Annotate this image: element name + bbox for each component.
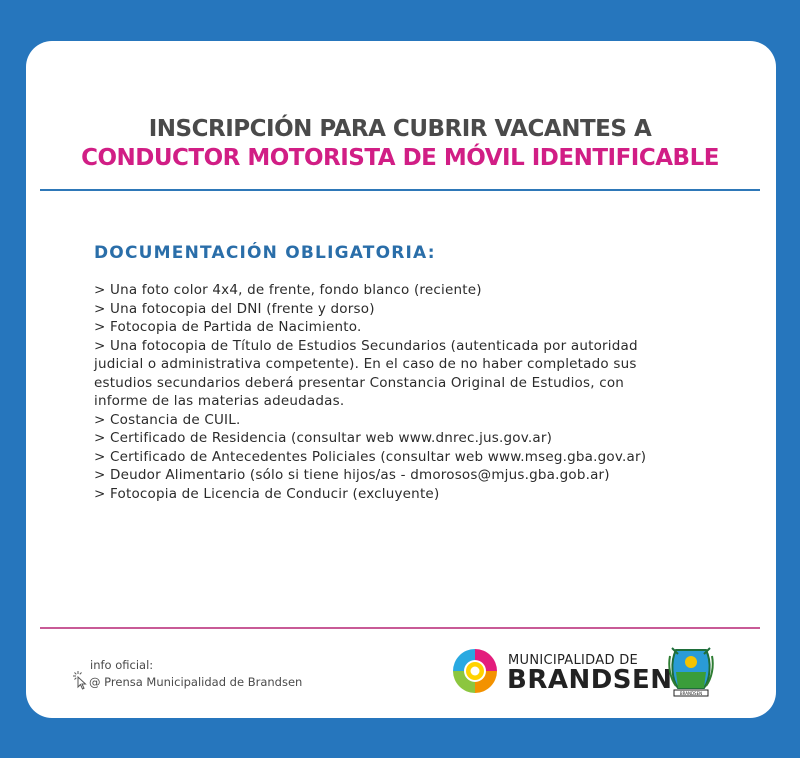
documents-list <box>94 281 734 503</box>
list-item: > Una fotocopia del DNI (frente y dorso) <box>94 300 375 317</box>
info-label: info oficial: <box>90 658 154 672</box>
title-line-1: INSCRIPCIÓN PARA CUBRIR VACANTES A <box>148 116 652 142</box>
municipal-logo-icon <box>450 646 500 696</box>
list-item: > Certificado de Antecedentes Policiales (consultar web www.mseg.gba.gov.ar) <box>94 448 647 465</box>
list-item: > Una foto color 4x4, de frente, fondo blanco (reciente) <box>94 282 482 298</box>
list-item: > Certificado de Residencia (consultar web www.dnrec.jus.gov.ar) <box>94 430 553 446</box>
brand-line-2: BRANDSEN <box>507 665 673 695</box>
info-handle: @ Prensa Municipalidad de Brandsen <box>89 675 303 689</box>
title-line-2: CONDUCTOR MOTORISTA DE MÓVIL IDENTIFICABLE <box>81 145 719 171</box>
svg-text:BRANDSEN: BRANDSEN <box>679 691 703 696</box>
brand-line-1: MUNICIPALIDAD DE <box>508 653 639 668</box>
coat-of-arms-icon <box>666 640 716 702</box>
cursor-icon <box>72 670 88 690</box>
list-item: > Costancia de CUIL. <box>94 411 241 428</box>
list-item: > Una fotocopia de Título de Estudios Secundarios (autenticada por autoridad judicial o administrativa competente). En el caso de no haber completado sus estudios secundarios deberá presentar Constancia Original de Estudios, con informe de las materias adeudadas. <box>94 337 638 409</box>
divider-top <box>40 189 760 191</box>
list-item: > Fotocopia de Licencia de Conducir (excluyente) <box>94 485 440 502</box>
divider-bottom <box>40 627 760 629</box>
list-item: > Fotocopia de Partida de Nacimiento. <box>94 319 362 335</box>
section-heading: DOCUMENTACIÓN OBLIGATORIA: <box>94 243 436 263</box>
list-item: > Deudor Alimentario (sólo si tiene hijos/as - dmorosos@mjus.gba.gob.ar) <box>94 467 610 483</box>
